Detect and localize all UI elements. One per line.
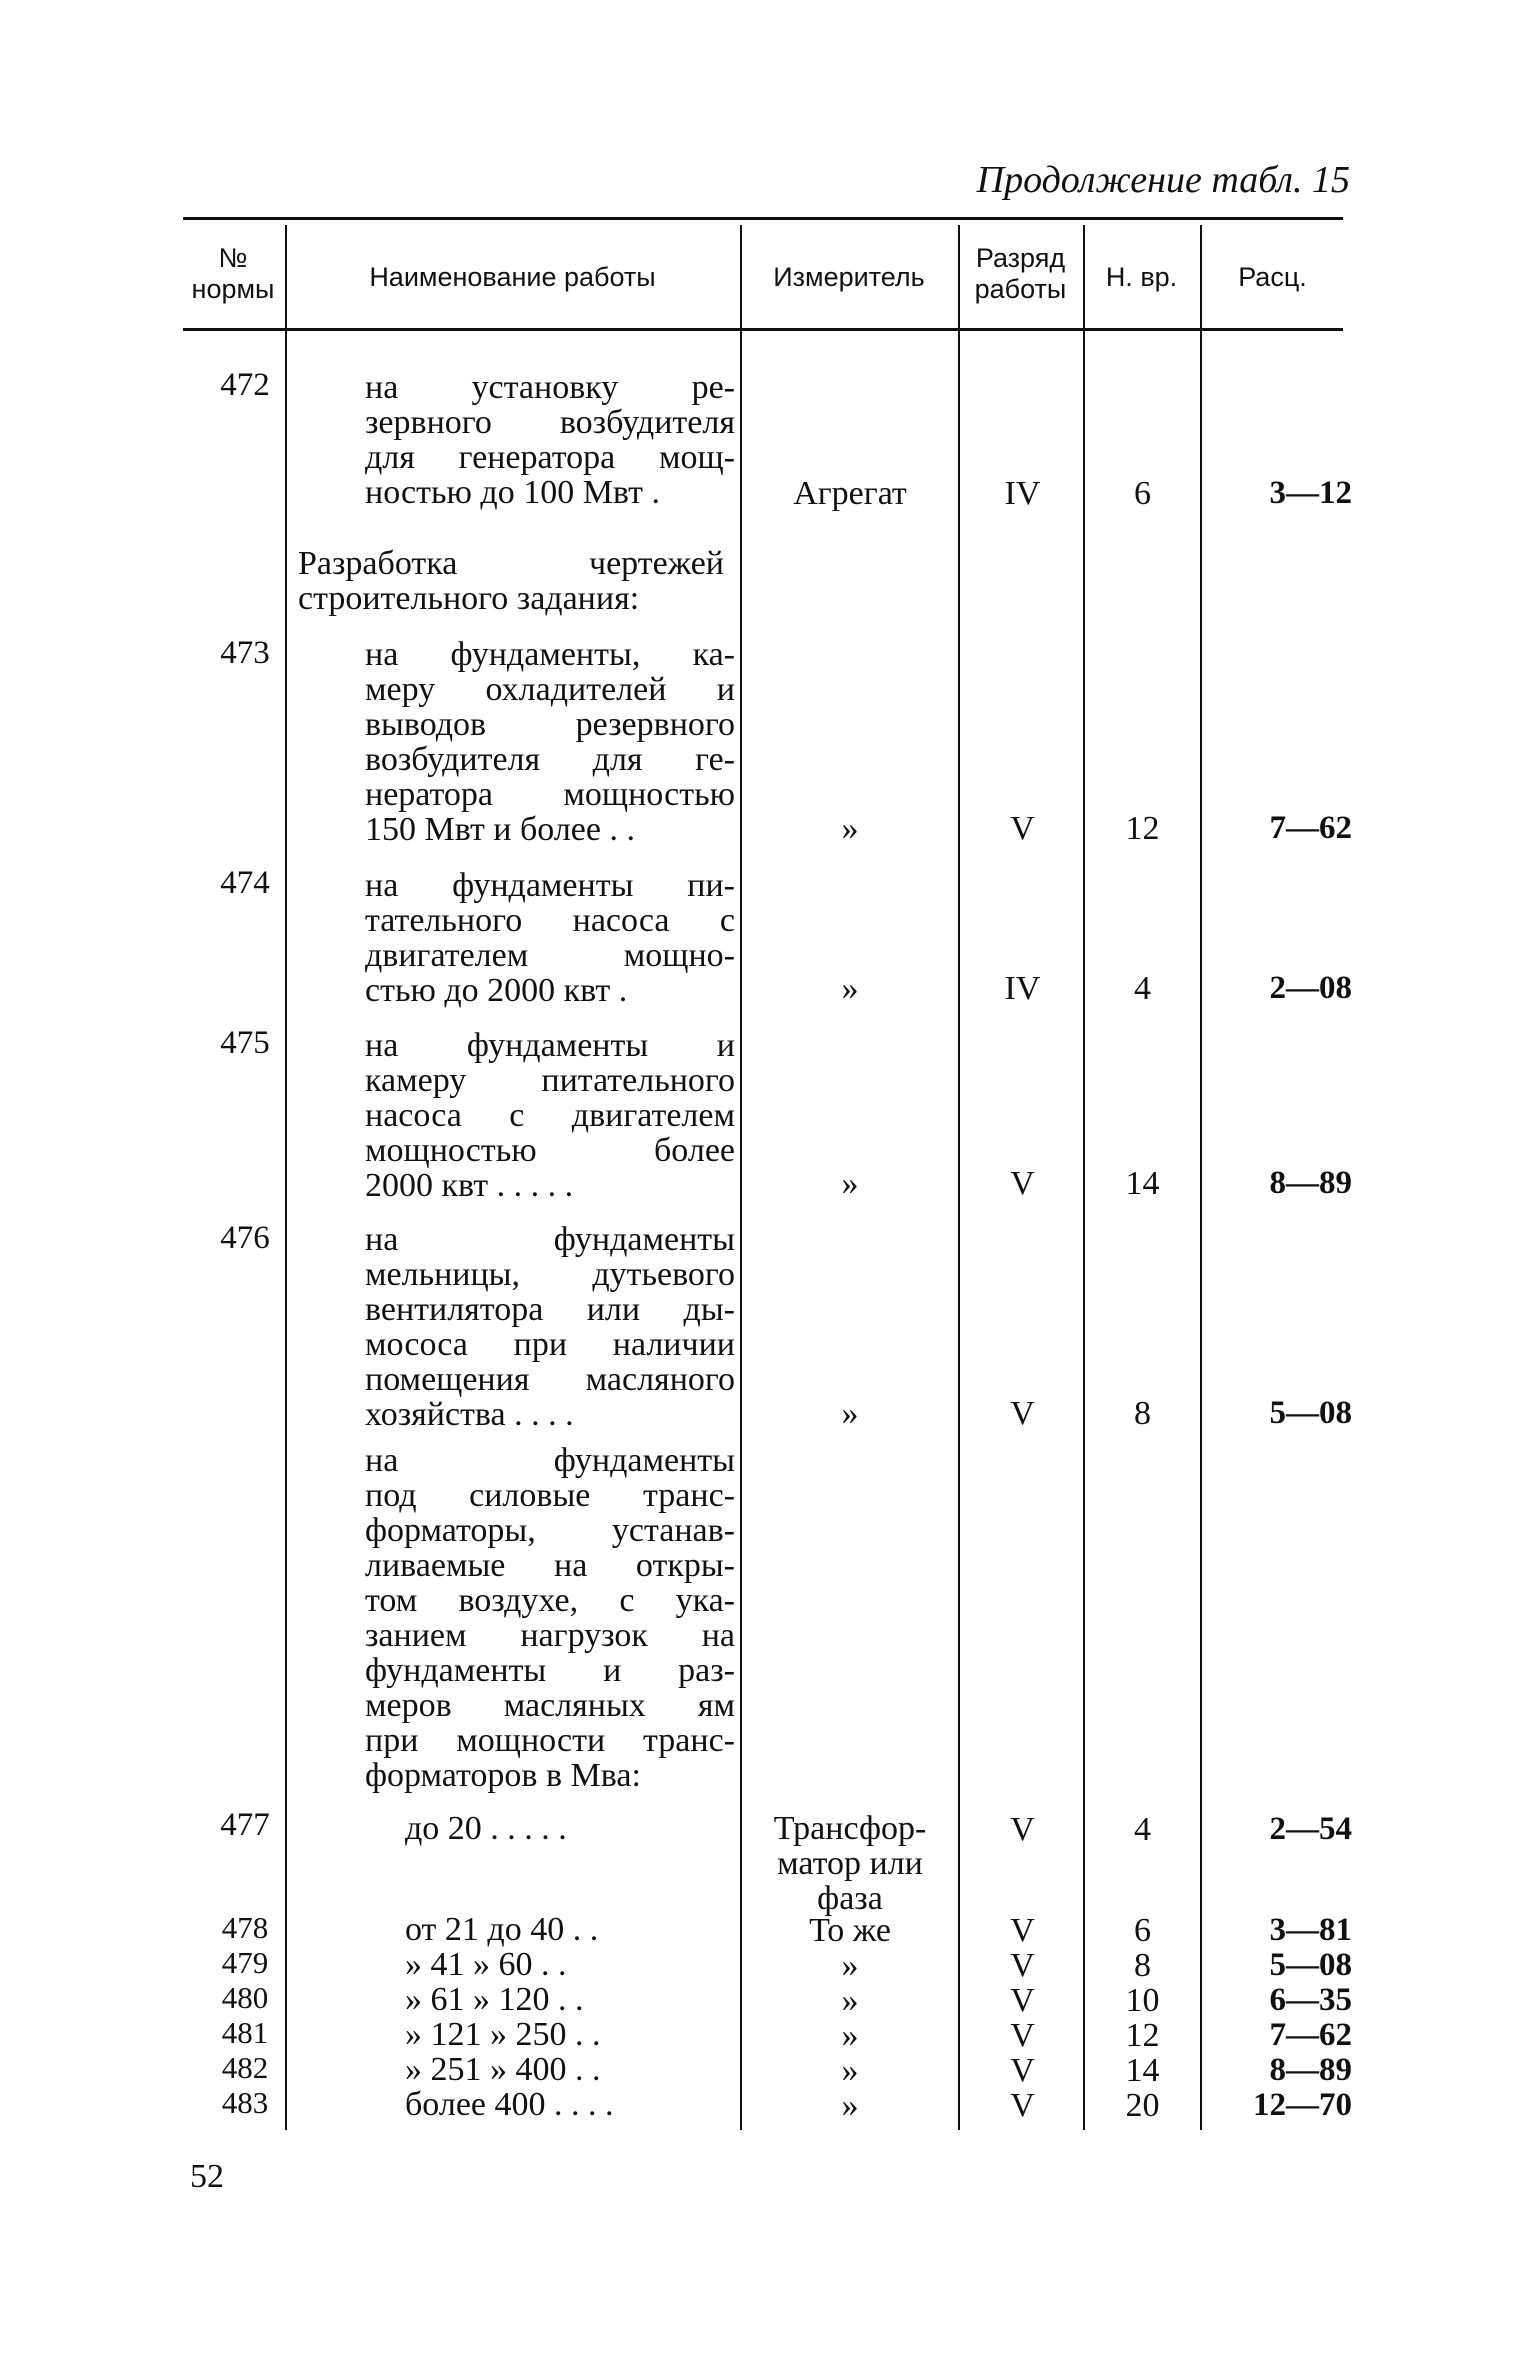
- hours-cell: 4: [1134, 1811, 1151, 1848]
- norm-number: 483: [221, 2085, 269, 2120]
- page-number: 52: [190, 2158, 224, 2195]
- unit-cell: »: [841, 970, 859, 1007]
- unit-cell: »: [841, 1165, 859, 1202]
- unit-cell: »: [841, 2087, 859, 2124]
- grade-cell: V: [1010, 1947, 1035, 1984]
- work-description: более 400 . . . .: [405, 2086, 614, 2123]
- work-description: » 251 » 400 . .: [405, 2051, 601, 2088]
- grade-cell: V: [1010, 810, 1035, 847]
- work-description: на фундаменты и камеру питательного насоса с двигателем мощностью более 2000 квт . . . . .: [365, 1027, 735, 1204]
- unit-cell: »: [841, 2017, 859, 2054]
- rate-cell: 5—08: [1269, 1395, 1352, 1431]
- header-norm-no: № нормы: [191, 243, 275, 304]
- rate-cell: 2—54: [1269, 1811, 1352, 1847]
- top-rule: [183, 217, 1343, 220]
- section-subheading: на фундаменты под силовые транс- форматоры, устанав- ливаемые на откры- том воздухе, с ука- занием нагрузок на фундаменты и раз- меров масляных ям при мощности транс- форматоров в Мва:: [365, 1442, 735, 1794]
- work-description: » 121 » 250 . .: [405, 2016, 601, 2053]
- grade-cell: V: [1010, 2052, 1035, 2089]
- unit-cell: Агрегат: [793, 475, 907, 512]
- norm-number: 478: [221, 1910, 269, 1945]
- unit-cell: »: [841, 1947, 859, 1984]
- norm-number: 482: [221, 2050, 269, 2085]
- header-norm-hours: Н. вр.: [1105, 262, 1178, 292]
- work-description: от 21 до 40 . .: [405, 1911, 599, 1948]
- header-grade: Разряд работы: [974, 243, 1067, 304]
- header-unit: Измеритель: [773, 262, 925, 292]
- work-description: на установку ре- зервного возбудителя для генератора мощ- ностью до 100 Мвт .: [365, 369, 735, 511]
- hours-cell: 12: [1125, 2017, 1160, 2054]
- work-description: » 61 » 120 . .: [405, 1981, 584, 2018]
- norm-number: 475: [220, 1025, 270, 1061]
- grade-cell: V: [1010, 1811, 1035, 1848]
- hours-cell: 14: [1125, 1165, 1160, 1202]
- hours-cell: 6: [1134, 1912, 1151, 1949]
- work-description: на фундаменты пи- тательного насоса с двигателем мощно- стью до 2000 квт .: [365, 867, 735, 1009]
- grade-cell: IV: [1004, 970, 1041, 1007]
- rate-cell: 2—08: [1269, 970, 1352, 1006]
- work-description: до 20 . . . . .: [405, 1810, 567, 1847]
- norm-number: 474: [220, 865, 270, 901]
- norm-number: 479: [221, 1945, 269, 1980]
- header-rate: Расц.: [1238, 262, 1307, 292]
- norm-number: 476: [220, 1220, 270, 1256]
- header-work-name: Наименование работы: [369, 262, 656, 292]
- work-description: на фундаменты, ка- меру охладителей и выводов резервного возбудителя для ге- нератора мощностью 150 Мвт и более . .: [365, 636, 735, 848]
- header-rule: [183, 328, 1343, 331]
- section-subheading: Разработка чертежей строительного задания:: [298, 545, 724, 617]
- unit-cell: То же: [809, 1912, 891, 1949]
- unit-cell: Трансфор- матор или фаза: [773, 1810, 927, 1917]
- unit-cell: »: [841, 1395, 859, 1432]
- unit-cell: »: [841, 2052, 859, 2089]
- hours-cell: 20: [1125, 2087, 1160, 2124]
- hours-cell: 6: [1134, 475, 1151, 512]
- rate-cell: 8—89: [1269, 2052, 1352, 2088]
- rate-cell: 7—62: [1269, 810, 1352, 846]
- norm-number: 477: [220, 1807, 270, 1843]
- unit-cell: »: [841, 1982, 859, 2019]
- col-divider-2: [740, 225, 742, 2130]
- hours-cell: 14: [1125, 2052, 1160, 2089]
- rate-cell: 8—89: [1269, 1165, 1352, 1201]
- rate-cell: 3—81: [1269, 1912, 1352, 1948]
- hours-cell: 10: [1125, 1982, 1160, 2019]
- col-divider-1: [285, 225, 287, 2130]
- rate-cell: 3—12: [1269, 475, 1352, 511]
- grade-cell: V: [1010, 1982, 1035, 2019]
- norm-number: 472: [220, 367, 270, 403]
- rate-cell: 12—70: [1253, 2087, 1352, 2123]
- unit-cell: »: [841, 810, 859, 847]
- grade-cell: V: [1010, 1165, 1035, 1202]
- work-description: » 41 » 60 . .: [405, 1946, 567, 1983]
- rate-cell: 5—08: [1269, 1947, 1352, 1983]
- grade-cell: V: [1010, 1395, 1035, 1432]
- grade-cell: V: [1010, 2087, 1035, 2124]
- hours-cell: 4: [1134, 970, 1151, 1007]
- grade-cell: IV: [1004, 475, 1041, 512]
- norm-number: 473: [220, 635, 270, 671]
- grade-cell: V: [1010, 1912, 1035, 1949]
- grade-cell: V: [1010, 2017, 1035, 2054]
- table-caption: Продолжение табл. 15: [976, 159, 1350, 201]
- hours-cell: 12: [1125, 810, 1160, 847]
- hours-cell: 8: [1134, 1947, 1151, 1984]
- rate-cell: 6—35: [1269, 1982, 1352, 2018]
- rate-cell: 7—62: [1269, 2017, 1352, 2053]
- norm-number: 480: [221, 1980, 269, 2015]
- hours-cell: 8: [1134, 1395, 1151, 1432]
- work-description: на фундаменты мельницы, дутьевого вентилятора или ды- мососа при наличии помещения масляного хозяйства . . . .: [365, 1221, 735, 1433]
- norm-number: 481: [221, 2015, 269, 2050]
